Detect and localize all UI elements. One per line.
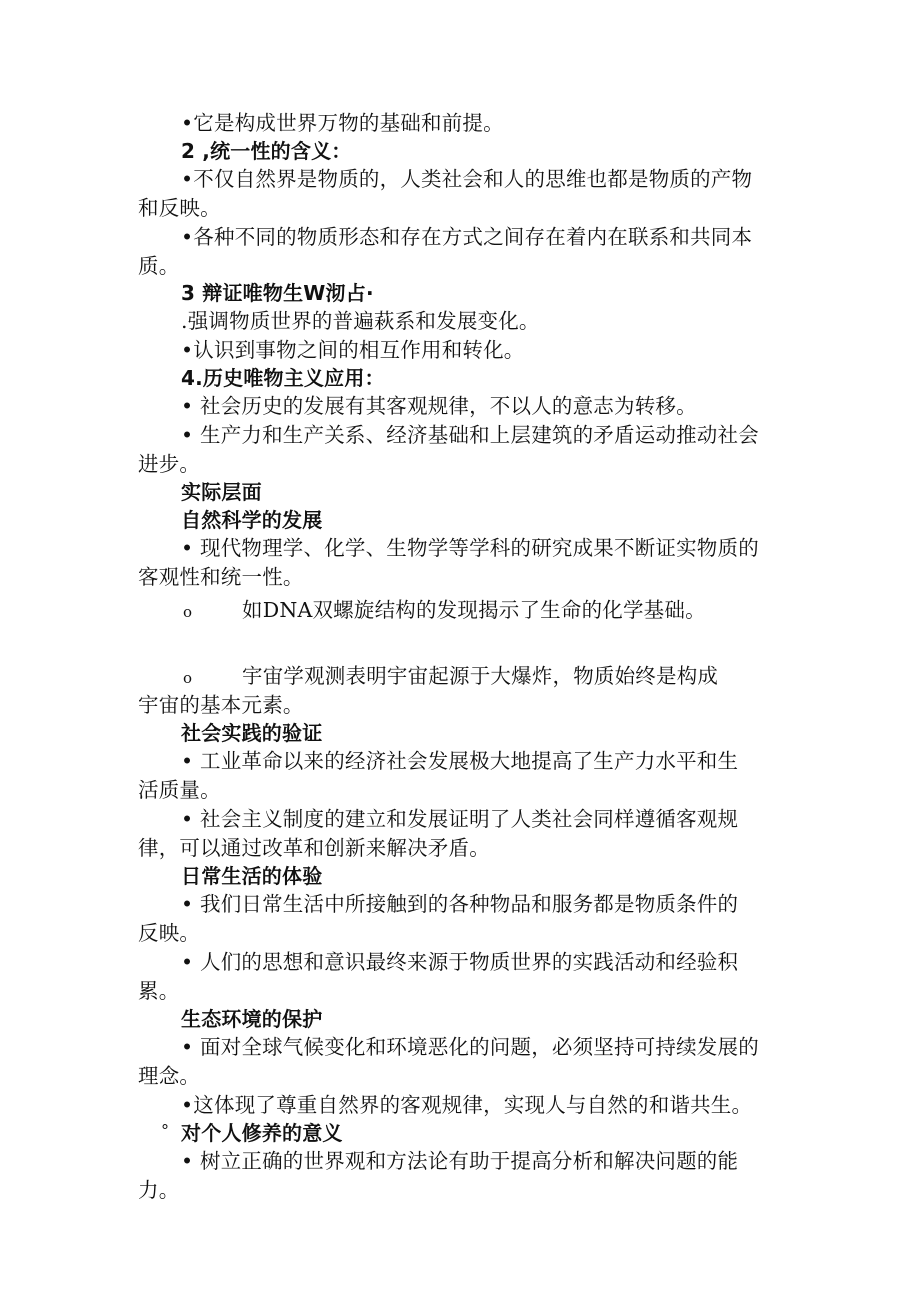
heading-text: 3 辩证唯物生W沏占· xyxy=(181,281,374,305)
line-text: 宇宙学观测表明宇宙起源于大爆炸，物质始终是构成 xyxy=(242,664,719,688)
heading-text: 对个人修养的意义 xyxy=(181,1121,343,1145)
line-text: • 面对全球气候变化和环境恶化的问题，必须坚持可持续发展的 xyxy=(181,1035,759,1059)
heading-text: 4.历史唯物主义应用： xyxy=(181,366,385,390)
line-text: 反映。 xyxy=(138,921,201,945)
heading-text: 日常生活的体验 xyxy=(181,864,323,888)
heading-text: 生态环境的保护 xyxy=(181,1007,323,1031)
line-text: •各种不同的物质形态和存在方式之间存在着内在联系和共同本 xyxy=(181,225,753,249)
line-text: 活质量。 xyxy=(138,778,221,802)
heading-text: 实际层面 xyxy=(181,480,262,504)
heading-text: 社会实践的验证 xyxy=(181,721,323,745)
line-text: • 社会历史的发展有其客观规律，不以人的意志为转移。 xyxy=(181,394,697,418)
line-text: • 社会主义制度的建立和发展证明了人类社会同样遵循客观规 xyxy=(181,807,739,831)
line-text: • 生产力和生产关系、经济基础和上层建筑的矛盾运动推动社会 xyxy=(181,423,759,447)
line-text: 进步。 xyxy=(138,452,201,476)
line-text: • 现代物理学、化学、生物学等学科的研究成果不断证实物质的 xyxy=(181,536,759,560)
line-text: • 人们的思想和意识最终来源于物质世界的实践活动和经验积 xyxy=(181,950,739,974)
line-text: 理念。 xyxy=(138,1064,201,1088)
line-text: 和反映。 xyxy=(138,196,221,220)
line-text: 宇宙的基本元素。 xyxy=(138,693,304,717)
line-text: 客观性和统一性。 xyxy=(138,565,304,589)
line-text: .强调物质世界的普遍萩系和发展变化。 xyxy=(181,309,540,333)
line-text: • 树立正确的世界观和方法论有助于提高分析和解决问题的能 xyxy=(181,1149,739,1173)
line-text: 累。 xyxy=(138,979,180,1003)
line-text: • 工业革命以来的经济社会发展极大地提高了生产力水平和生 xyxy=(181,749,739,773)
line-text: •它是构成世界万物的基础和前提。 xyxy=(181,111,504,135)
line-text: 质。 xyxy=(138,254,180,278)
sub-bullet-marker: o xyxy=(183,603,193,621)
line-text: • 我们日常生活中所接触到的各种物品和服务都是物质条件的 xyxy=(181,892,739,916)
line-text: 律，可以通过改革和创新来解决矛盾。 xyxy=(138,836,490,860)
line-text: 力。 xyxy=(138,1178,180,1202)
heading-marker: ° xyxy=(161,1121,170,1140)
sub-bullet-marker: o xyxy=(183,669,193,687)
heading-text: 自然科学的发展 xyxy=(181,508,323,532)
line-text: 如DNA双螺旋结构的发现揭示了生命的化学基础。 xyxy=(242,598,706,622)
line-text: •这体现了尊重自然界的客观规律，实现人与自然的和谐共生。 xyxy=(181,1093,753,1117)
line-text: •认识到事物之间的相互作用和转化。 xyxy=(181,338,525,362)
line-text: •不仅自然界是物质的，人类社会和人的思维也都是物质的产物 xyxy=(181,167,753,191)
heading-text: 2 ,统一性的含义： xyxy=(181,139,352,163)
